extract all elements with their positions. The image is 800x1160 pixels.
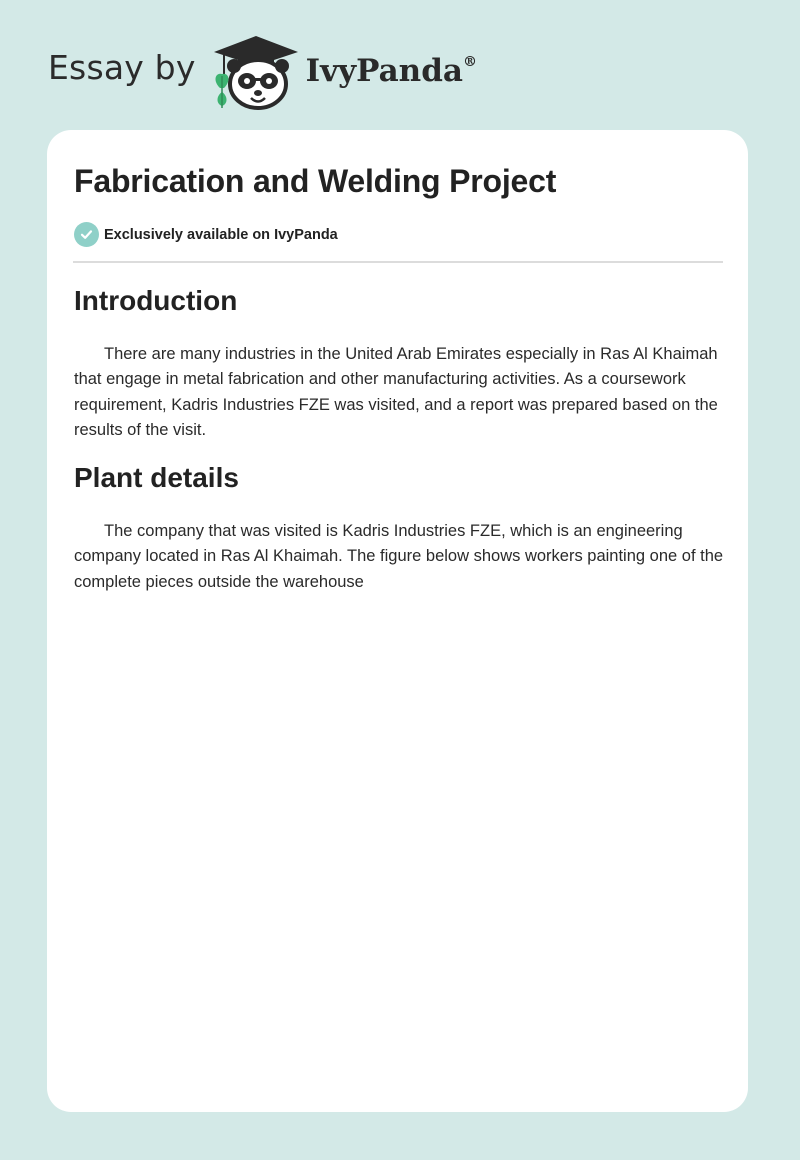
- section-heading-introduction: Introduction: [74, 285, 238, 316]
- badge-label: Exclusively available on IvyPanda: [104, 226, 338, 243]
- section-heading-plant-details: Plant details: [74, 462, 239, 493]
- registered-mark: ®: [462, 53, 477, 70]
- panda-graduate-logo-icon[interactable]: [210, 30, 302, 112]
- section-paragraph-plant-details: The company that was visited is Kadris Industries FZE, which is an engineering company located in Ras Al Khaimah. The figure below shows workers painting one of the complete pieces outside the warehouse: [74, 522, 724, 591]
- section-paragraph-introduction: There are many industries in the United Arab Emirates especially in Ras Al Khaimah that engage in metal fabrication and other manufacturing activities. As a coursework requirement, Kadris Industries FZE was visited, and a report was prepared based on the results of the visit.: [74, 345, 718, 439]
- article-card: [47, 130, 748, 1112]
- exclusive-badge: [74, 222, 338, 247]
- page-title: Fabrication and Welding Project: [74, 163, 557, 199]
- divider: [73, 261, 723, 263]
- essay-by-label: Essay by: [48, 47, 196, 87]
- site-header: [48, 30, 477, 112]
- brand-name[interactable]: [306, 53, 477, 89]
- check-icon: [74, 222, 99, 247]
- brand-name-text: IvyPanda: [305, 53, 463, 89]
